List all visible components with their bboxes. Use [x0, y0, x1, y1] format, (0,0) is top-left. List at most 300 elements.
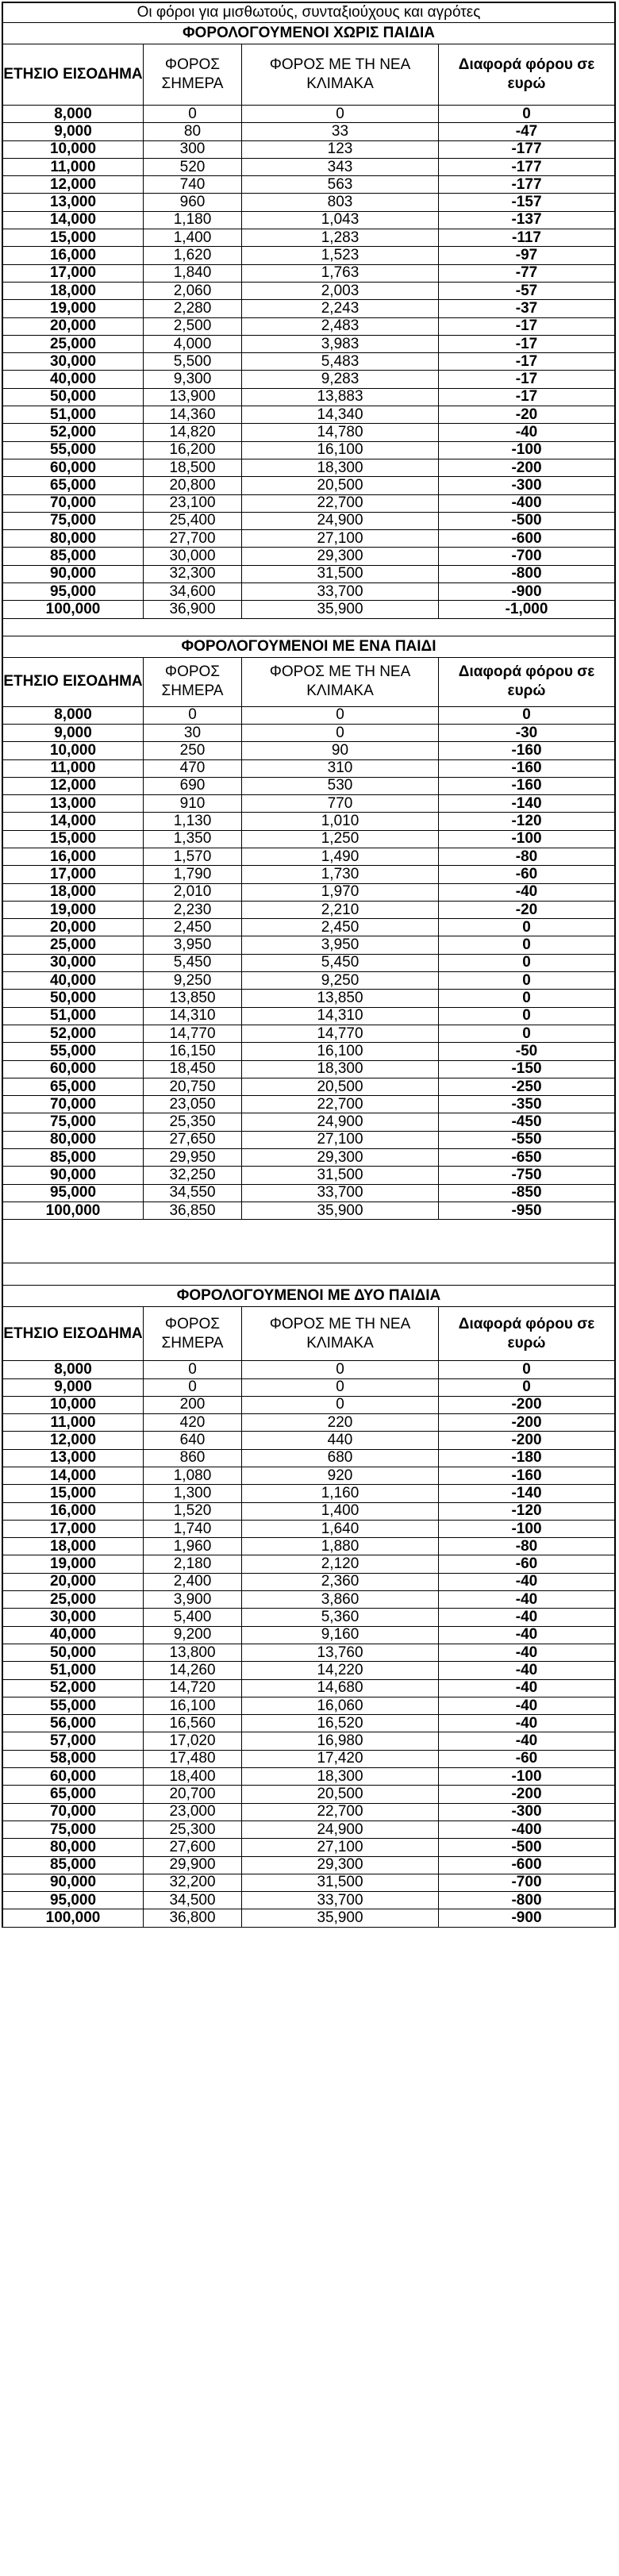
tax-today-cell: 1,840 [144, 265, 242, 282]
tax-today-cell: 5,400 [144, 1609, 242, 1625]
tax-difference-cell: -40 [515, 424, 538, 440]
table-row [2, 1185, 616, 1202]
tax-today-cell: 1,620 [144, 247, 242, 263]
tax-today-cell: 860 [144, 1450, 242, 1467]
table-row [2, 1025, 616, 1043]
tax-new-scale-cell: 920 [242, 1467, 439, 1484]
tax-new-scale-cell: 0 [242, 1397, 439, 1413]
tax-today-cell: 80 [144, 123, 242, 140]
tax-new-scale-cell: 27,100 [242, 1839, 439, 1855]
income-cell: 52,000 [3, 1025, 144, 1042]
income-cell: 20,000 [3, 318, 144, 335]
income-cell: 40,000 [3, 972, 144, 989]
income-cell: 9,000 [3, 123, 144, 140]
tax-today-cell: 250 [144, 742, 242, 759]
table-row [2, 1450, 616, 1467]
tax-difference-cell: -400 [511, 494, 542, 512]
tax-difference-cell: -40 [515, 1679, 538, 1697]
income-cell: 13,000 [3, 1450, 144, 1467]
income-cell: 52,000 [3, 424, 144, 440]
income-cell: 75,000 [3, 1821, 144, 1838]
income-cell: 60,000 [3, 1768, 144, 1785]
income-cell: 14,000 [3, 813, 144, 829]
header-income: ΕΤΗΣΙΟ ΕΙΣΟΔΗΜΑ [3, 1307, 144, 1360]
table-row [2, 371, 616, 388]
tax-difference-cell: -180 [511, 1449, 542, 1467]
income-cell: 30,000 [3, 955, 144, 971]
header-tax-today: ΦΟΡΟΣ ΣΗΜΕΡΑ [144, 658, 242, 706]
income-cell: 85,000 [3, 1857, 144, 1874]
tax-new-scale-cell: 18,300 [242, 1061, 439, 1078]
income-cell: 16,000 [3, 247, 144, 263]
income-cell: 80,000 [3, 530, 144, 547]
table-row [2, 495, 616, 513]
tax-today-cell: 0 [144, 106, 242, 122]
table-row [2, 1132, 616, 1149]
header-income: ΕΤΗΣΙΟ ΕΙΣΟΔΗΜΑ [3, 44, 144, 105]
income-cell: 65,000 [3, 477, 144, 494]
header-tax-new-scale: ΦΟΡΟΣ ΜΕ ΤΗ ΝΕΑ ΚΛΙΜΑΚΑ [242, 658, 439, 706]
table-row [2, 902, 616, 919]
table-row [2, 300, 616, 317]
tax-difference-cell: -200 [511, 459, 542, 476]
tax-today-cell: 470 [144, 760, 242, 777]
table-row [2, 1202, 616, 1220]
tax-difference-cell: -137 [511, 211, 542, 229]
tax-difference-cell: -150 [511, 1060, 542, 1078]
tax-today-cell: 23,000 [144, 1804, 242, 1821]
table-row [2, 795, 616, 813]
tax-new-scale-cell: 310 [242, 760, 439, 777]
tax-today-cell: 3,950 [144, 936, 242, 953]
tax-today-cell: 2,180 [144, 1555, 242, 1572]
table-row [2, 1732, 616, 1750]
tax-new-scale-cell: 13,883 [242, 389, 439, 406]
tax-today-cell: 30 [144, 725, 242, 741]
tax-difference-cell: -1,000 [505, 601, 548, 617]
tax-today-cell: 2,400 [144, 1574, 242, 1590]
income-cell: 100,000 [3, 1202, 144, 1219]
table-row [2, 1379, 616, 1397]
tax-new-scale-cell: 1,523 [242, 247, 439, 263]
tax-new-scale-cell: 1,250 [242, 831, 439, 848]
table-row [2, 1644, 616, 1662]
tax-today-cell: 13,800 [144, 1644, 242, 1661]
tax-difference-cell: 0 [522, 106, 531, 122]
tax-new-scale-cell: 14,220 [242, 1662, 439, 1678]
table-row [2, 955, 616, 972]
table-row [2, 1697, 616, 1715]
tax-today-cell: 17,020 [144, 1732, 242, 1749]
tax-today-cell: 1,570 [144, 848, 242, 865]
income-cell: 19,000 [3, 300, 144, 317]
table-row [2, 813, 616, 830]
tax-new-scale-cell: 35,900 [242, 1202, 439, 1219]
income-cell: 18,000 [3, 884, 144, 901]
income-cell: 17,000 [3, 866, 144, 882]
income-cell: 51,000 [3, 1662, 144, 1678]
income-cell: 18,000 [3, 1538, 144, 1555]
tax-today-cell: 27,650 [144, 1132, 242, 1148]
table-header-row [2, 658, 616, 707]
tax-difference-cell: -300 [511, 477, 542, 494]
income-cell: 40,000 [3, 1627, 144, 1644]
tax-difference-cell: -120 [511, 813, 542, 830]
tax-new-scale-cell: 29,300 [242, 1149, 439, 1166]
tax-new-scale-cell: 123 [242, 141, 439, 158]
spacer-cell [3, 1263, 614, 1285]
income-cell: 75,000 [3, 513, 144, 529]
income-cell: 18,000 [3, 283, 144, 299]
income-cell: 12,000 [3, 176, 144, 193]
tax-today-cell: 1,740 [144, 1521, 242, 1537]
tax-today-cell: 0 [144, 1379, 242, 1396]
table-row [2, 1061, 616, 1078]
income-cell: 17,000 [3, 265, 144, 282]
income-cell: 100,000 [3, 601, 144, 617]
tax-difference-cell: -350 [511, 1096, 542, 1113]
tax-new-scale-cell: 18,300 [242, 459, 439, 476]
income-cell: 55,000 [3, 442, 144, 459]
income-cell: 15,000 [3, 831, 144, 848]
table-row [2, 1715, 616, 1732]
tax-today-cell: 20,700 [144, 1786, 242, 1802]
tax-difference-cell: 0 [522, 990, 531, 1007]
tax-new-scale-cell: 33,700 [242, 1185, 439, 1201]
tax-difference-cell: -800 [511, 1892, 542, 1909]
tax-new-scale-cell: 24,900 [242, 513, 439, 529]
section-title-row [2, 636, 616, 658]
section-title: ΦΟΡΟΛΟΓΟΥΜΕΝΟΙ ΜΕ ΕΝΑ ΠΑΙΔΙ [181, 637, 436, 655]
income-cell: 52,000 [3, 1680, 144, 1697]
table-row [2, 1414, 616, 1432]
tax-difference-cell: -177 [511, 158, 542, 175]
table-row [2, 1662, 616, 1679]
tax-today-cell: 1,130 [144, 813, 242, 829]
header-tax-today: ΦΟΡΟΣ ΣΗΜΕΡΑ [144, 1307, 242, 1360]
tax-new-scale-cell: 90 [242, 742, 439, 759]
income-cell: 12,000 [3, 778, 144, 794]
tax-today-cell: 5,500 [144, 353, 242, 370]
table-row [2, 194, 616, 211]
income-cell: 16,000 [3, 1503, 144, 1520]
section-spacer [2, 619, 616, 636]
table-row [2, 848, 616, 866]
tax-new-scale-cell: 20,500 [242, 1786, 439, 1802]
tax-today-cell: 2,450 [144, 919, 242, 936]
tax-today-cell: 27,600 [144, 1839, 242, 1855]
tax-new-scale-cell: 17,420 [242, 1751, 439, 1767]
tax-new-scale-cell: 9,160 [242, 1627, 439, 1644]
income-cell: 85,000 [3, 548, 144, 564]
tax-difference-cell: -160 [511, 742, 542, 759]
tax-today-cell: 14,360 [144, 406, 242, 423]
tax-today-cell: 36,800 [144, 1909, 242, 1926]
table-row [2, 601, 616, 618]
income-cell: 70,000 [3, 1804, 144, 1821]
tax-difference-cell: -500 [511, 512, 542, 529]
tax-today-cell: 1,180 [144, 212, 242, 229]
tax-new-scale-cell: 1,730 [242, 866, 439, 882]
tax-new-scale-cell: 2,243 [242, 300, 439, 317]
tax-difference-cell: -100 [511, 441, 542, 459]
tax-new-scale-cell: 33,700 [242, 1892, 439, 1909]
tax-difference-cell: 0 [522, 954, 531, 971]
table-row [2, 406, 616, 424]
section-title-row [2, 23, 616, 44]
tax-new-scale-cell: 5,450 [242, 955, 439, 971]
tax-new-scale-cell: 5,483 [242, 353, 439, 370]
income-cell: 50,000 [3, 389, 144, 406]
header-tax-today: ΦΟΡΟΣ ΣΗΜΕΡΑ [144, 44, 242, 105]
table-row [2, 1555, 616, 1573]
tax-new-scale-cell: 530 [242, 778, 439, 794]
tax-today-cell: 16,150 [144, 1043, 242, 1059]
tax-new-scale-cell: 3,983 [242, 336, 439, 352]
income-cell: 58,000 [3, 1751, 144, 1767]
income-cell: 50,000 [3, 990, 144, 1006]
tax-new-scale-cell: 29,300 [242, 548, 439, 564]
income-cell: 19,000 [3, 902, 144, 918]
header-income: ΕΤΗΣΙΟ ΕΙΣΟΔΗΜΑ [3, 658, 144, 706]
tax-new-scale-cell: 13,760 [242, 1644, 439, 1661]
tax-today-cell: 640 [144, 1432, 242, 1448]
tax-new-scale-cell: 220 [242, 1414, 439, 1431]
tax-today-cell: 17,480 [144, 1751, 242, 1767]
tax-new-scale-cell: 18,300 [242, 1768, 439, 1785]
tax-new-scale-cell: 1,010 [242, 813, 439, 829]
tax-today-cell: 1,400 [144, 229, 242, 246]
tax-today-cell: 13,900 [144, 389, 242, 406]
tax-today-cell: 23,050 [144, 1096, 242, 1113]
tax-difference-cell: -117 [512, 229, 541, 246]
tax-new-scale-cell: 680 [242, 1450, 439, 1467]
tax-difference-cell: -177 [511, 140, 542, 158]
tax-today-cell: 1,790 [144, 866, 242, 882]
income-cell: 100,000 [3, 1909, 144, 1926]
table-row [2, 1874, 616, 1892]
income-cell: 50,000 [3, 1644, 144, 1661]
income-cell: 14,000 [3, 1467, 144, 1484]
income-cell: 51,000 [3, 1008, 144, 1025]
tax-difference-cell: -40 [515, 1697, 538, 1714]
table-row [2, 513, 616, 530]
table-row [2, 1503, 616, 1521]
table-row [2, 106, 616, 123]
table-row [2, 1909, 616, 1927]
table-header-row [2, 1307, 616, 1361]
tax-new-scale-cell: 13,850 [242, 990, 439, 1006]
tax-new-scale-cell: 31,500 [242, 1874, 439, 1891]
tax-difference-cell: -17 [515, 317, 538, 335]
income-cell: 60,000 [3, 459, 144, 476]
table-row [2, 1432, 616, 1449]
tax-new-scale-cell: 0 [242, 1379, 439, 1396]
tax-difference-cell: 0 [522, 1378, 531, 1396]
income-cell: 20,000 [3, 1574, 144, 1590]
tax-today-cell: 1,300 [144, 1485, 242, 1501]
income-cell: 55,000 [3, 1043, 144, 1059]
tax-difference-cell: -750 [511, 1167, 542, 1183]
tax-new-scale-cell: 22,700 [242, 495, 439, 512]
table-row [2, 1609, 616, 1626]
income-cell: 25,000 [3, 936, 144, 953]
tax-new-scale-cell: 1,763 [242, 265, 439, 282]
tax-difference-cell: -40 [515, 1609, 538, 1626]
tax-today-cell: 740 [144, 176, 242, 193]
tax-new-scale-cell: 9,250 [242, 972, 439, 989]
table-row [2, 1574, 616, 1591]
tax-new-scale-cell: 16,100 [242, 1043, 439, 1059]
tax-new-scale-cell: 24,900 [242, 1113, 439, 1130]
tax-new-scale-cell: 35,900 [242, 601, 439, 617]
tax-difference-cell: -700 [511, 548, 542, 565]
table-row [2, 1467, 616, 1485]
table-row [2, 1751, 616, 1768]
tax-today-cell: 32,250 [144, 1167, 242, 1183]
income-cell: 25,000 [3, 1591, 144, 1608]
table-row [2, 247, 616, 264]
income-cell: 85,000 [3, 1149, 144, 1166]
table-header-row [2, 44, 616, 106]
tax-difference-cell: -60 [515, 1555, 538, 1573]
tax-new-scale-cell: 16,980 [242, 1732, 439, 1749]
income-cell: 13,000 [3, 795, 144, 812]
table-row [2, 141, 616, 159]
tax-new-scale-cell: 27,100 [242, 1132, 439, 1148]
tax-today-cell: 23,100 [144, 495, 242, 512]
table-row [2, 1149, 616, 1167]
table-row [2, 229, 616, 247]
tax-new-scale-cell: 16,100 [242, 442, 439, 459]
tax-today-cell: 20,800 [144, 477, 242, 494]
tax-today-cell: 32,300 [144, 566, 242, 582]
tax-new-scale-cell: 31,500 [242, 1167, 439, 1183]
tax-new-scale-cell: 0 [242, 1361, 439, 1378]
tax-difference-cell: -160 [511, 1467, 542, 1484]
table-row [2, 1857, 616, 1874]
tax-new-scale-cell: 14,340 [242, 406, 439, 423]
tax-new-scale-cell: 0 [242, 707, 439, 724]
tax-difference-cell: -800 [511, 565, 542, 582]
table-row [2, 1167, 616, 1184]
tax-difference-cell: -40 [515, 1591, 538, 1608]
tax-difference-cell: 0 [522, 1025, 531, 1042]
section-spacer [2, 1220, 616, 1263]
table-row [2, 866, 616, 883]
tax-new-scale-cell: 20,500 [242, 1078, 439, 1095]
tax-difference-cell: -47 [515, 123, 538, 140]
tax-difference-cell: -40 [515, 1626, 538, 1644]
header-tax-difference: Διαφορά φόρου σε ευρώ [458, 663, 595, 700]
tax-new-scale-cell: 22,700 [242, 1096, 439, 1113]
tax-today-cell: 34,600 [144, 583, 242, 600]
tax-today-cell: 5,450 [144, 955, 242, 971]
tax-today-cell: 960 [144, 194, 242, 210]
tax-difference-cell: -600 [511, 530, 542, 547]
tax-difference-cell: -60 [515, 866, 538, 882]
table-row [2, 1627, 616, 1644]
tax-difference-cell: -40 [515, 883, 538, 901]
tax-new-scale-cell: 2,483 [242, 318, 439, 335]
tax-difference-cell: -37 [515, 300, 538, 317]
tax-new-scale-cell: 803 [242, 194, 439, 210]
tax-today-cell: 9,200 [144, 1627, 242, 1644]
tax-new-scale-cell: 27,100 [242, 530, 439, 547]
tax-new-scale-cell: 29,300 [242, 1857, 439, 1874]
tax-difference-cell: -140 [511, 795, 542, 812]
tax-today-cell: 34,500 [144, 1892, 242, 1909]
tax-difference-cell: -600 [511, 1856, 542, 1874]
tax-today-cell: 2,280 [144, 300, 242, 317]
tax-difference-cell: -30 [515, 724, 538, 741]
tax-difference-cell: -177 [511, 176, 542, 193]
table-row [2, 1078, 616, 1096]
tax-today-cell: 25,350 [144, 1113, 242, 1130]
income-cell: 13,000 [3, 194, 144, 210]
tax-today-cell: 200 [144, 1397, 242, 1413]
tax-new-scale-cell: 33,700 [242, 583, 439, 600]
tax-today-cell: 30,000 [144, 548, 242, 564]
tax-today-cell: 14,260 [144, 1662, 242, 1678]
tax-today-cell: 9,250 [144, 972, 242, 989]
table-row [2, 1804, 616, 1821]
tax-today-cell: 1,520 [144, 1503, 242, 1520]
tax-today-cell: 36,900 [144, 601, 242, 617]
tax-difference-cell: 0 [522, 1007, 531, 1025]
tax-difference-cell: -300 [511, 1803, 542, 1821]
income-cell: 70,000 [3, 495, 144, 512]
tax-difference-cell: -17 [515, 335, 538, 352]
tax-difference-cell: -120 [511, 1502, 542, 1520]
table-row [2, 936, 616, 954]
table-row [2, 707, 616, 725]
tax-today-cell: 300 [144, 141, 242, 158]
income-cell: 9,000 [3, 725, 144, 741]
table-row [2, 1397, 616, 1414]
tax-today-cell: 13,850 [144, 990, 242, 1006]
income-cell: 16,000 [3, 848, 144, 865]
tax-new-scale-cell: 1,160 [242, 1485, 439, 1501]
income-cell: 75,000 [3, 1113, 144, 1130]
tax-new-scale-cell: 1,970 [242, 884, 439, 901]
table-row [2, 566, 616, 583]
income-cell: 90,000 [3, 566, 144, 582]
tax-today-cell: 2,010 [144, 884, 242, 901]
table-row [2, 1768, 616, 1786]
tax-today-cell: 2,500 [144, 318, 242, 335]
income-cell: 80,000 [3, 1839, 144, 1855]
tax-new-scale-cell: 16,060 [242, 1697, 439, 1714]
tax-difference-cell: -40 [515, 1662, 538, 1678]
tax-today-cell: 16,200 [144, 442, 242, 459]
tax-difference-cell: -20 [515, 406, 538, 423]
table-row [2, 389, 616, 406]
tax-new-scale-cell: 1,400 [242, 1503, 439, 1520]
tax-new-scale-cell: 3,860 [242, 1591, 439, 1608]
table-row [2, 831, 616, 848]
income-cell: 51,000 [3, 406, 144, 423]
tax-new-scale-cell: 2,003 [242, 283, 439, 299]
table-row [2, 1043, 616, 1060]
table-row [2, 1821, 616, 1839]
tax-difference-cell: -500 [511, 1839, 542, 1855]
table-row [2, 742, 616, 759]
tax-difference-cell: -57 [515, 282, 538, 299]
table-row [2, 212, 616, 229]
tax-difference-cell: -450 [511, 1113, 542, 1131]
income-cell: 11,000 [3, 1414, 144, 1431]
